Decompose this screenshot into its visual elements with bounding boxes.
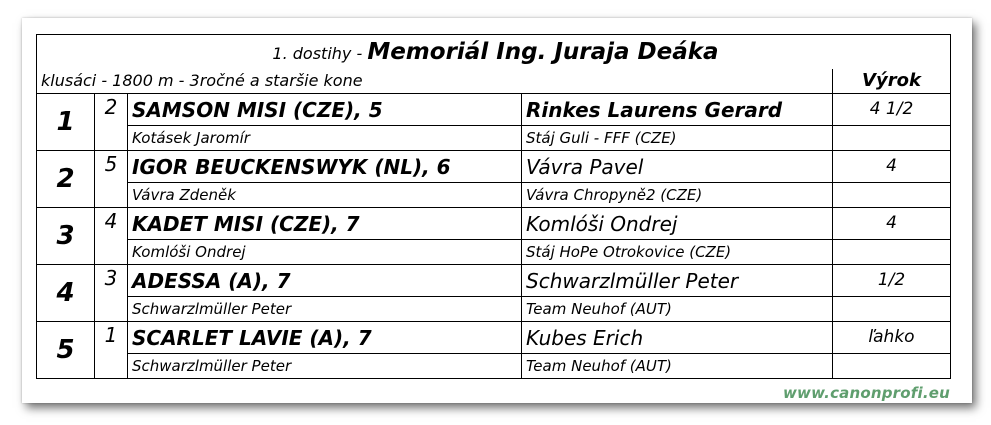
horse-name: SCARLET LAVIE (A), 7 [128,322,522,354]
margin-empty-cell [833,183,951,208]
start-number: 3 [95,265,128,322]
owner-name: Team Neuhof (AUT) [522,297,833,322]
horse-name: IGOR BEUCKENSWYK (NL), 6 [128,151,522,183]
race-info-row [37,69,951,94]
owner-name: Stáj HoPe Otrokovice (CZE) [522,240,833,265]
place-number: 2 [37,151,95,208]
margin-empty-cell [833,354,951,379]
race-info: klusáci - 1800 m - 3ročné a staršie kone [37,69,833,94]
watermark: www.canonprofi.eu [782,384,950,402]
start-number: 2 [95,94,128,151]
result-row [37,265,951,297]
margin-value: ľahko [833,322,951,354]
race-title-row [37,35,951,70]
horse-name: KADET MISI (CZE), 7 [128,208,522,240]
start-number: 5 [95,151,128,208]
trainer-name: Kotásek Jaromír [128,126,522,151]
trainer-name: Schwarzlmüller Peter [128,354,522,379]
results-sheet [22,18,972,403]
start-number: 1 [95,322,128,379]
margin-value: 4 [833,151,951,183]
result-subrow [37,354,951,379]
driver-name: Kubes Erich [522,322,833,354]
driver-name: Rinkes Laurens Gerard [522,94,833,126]
place-number: 4 [37,265,95,322]
result-row [37,322,951,354]
place-number: 1 [37,94,95,151]
place-number: 3 [37,208,95,265]
margin-value: 4 [833,208,951,240]
driver-name: Vávra Pavel [522,151,833,183]
trainer-name: Vávra Zdeněk [128,183,522,208]
race-name: Memoriál Ing. Juraja Deáka [367,38,719,65]
trainer-name: Schwarzlmüller Peter [128,297,522,322]
horse-name: ADESSA (A), 7 [128,265,522,297]
margin-value: 4 1/2 [833,94,951,126]
owner-name: Team Neuhof (AUT) [522,354,833,379]
result-row [37,94,951,126]
place-number: 5 [37,322,95,379]
margin-value: 1/2 [833,265,951,297]
start-number: 4 [95,208,128,265]
result-row [37,208,951,240]
result-row [37,151,951,183]
margin-empty-cell [833,297,951,322]
margin-empty-cell [833,240,951,265]
margin-empty-cell [833,126,951,151]
result-subrow [37,240,951,265]
owner-name: Stáj Guli - FFF (CZE) [522,126,833,151]
result-subrow [37,126,951,151]
trainer-name: Komlóši Ondrej [128,240,522,265]
owner-name: Vávra Chropyně2 (CZE) [522,183,833,208]
race-prefix: 1. dostihy - [272,43,368,63]
race-title [37,35,951,70]
horse-name: SAMSON MISI (CZE), 5 [128,94,522,126]
margin-header: Výrok [833,69,951,94]
driver-name: Schwarzlmüller Peter [522,265,833,297]
result-subrow [37,183,951,208]
result-subrow [37,297,951,322]
driver-name: Komlóši Ondrej [522,208,833,240]
results-table [36,34,951,379]
